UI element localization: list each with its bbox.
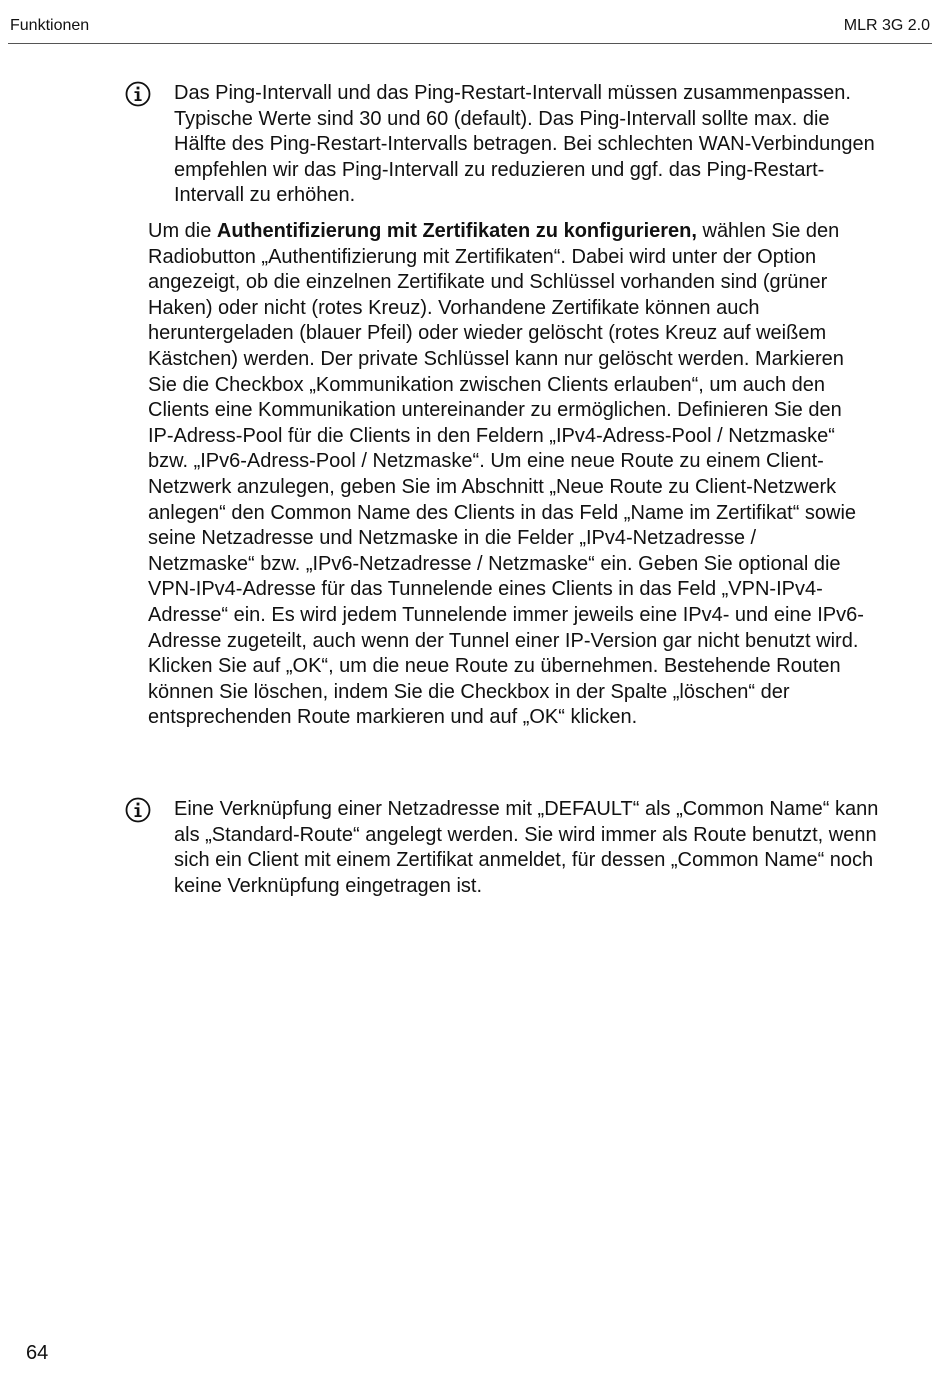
paragraph-emphasis: Authentifizierung mit Zertifikaten zu konfigurieren,: [216, 220, 697, 242]
header-product-name: MLR 3G 2.0: [843, 17, 930, 34]
info-note-text: Eine Verknüpfung einer Netzadresse mit „DEFAULT“ als „Common Name“ kann als „Standard-Route“ angelegt werden. Sie wird immer als Route benutzt, wenn sich ein Client mit einem Zertifikat anmeldet, für dessen „Common Name“ noch keine Verknüpfung eingetragen ist.: [174, 798, 879, 897]
info-note-text: Das Ping-Intervall und das Ping-Restart-Intervall müssen zusammenpassen. Typische Werte sind 30 und 60 (default). Das Ping-Intervall sollte max. die Hälfte des Ping-Restart-Intervalls betragen. Bei schlechten WAN-Verbindungen empfehlen wir das Ping-Intervall zu reduzieren und ggf. das Ping-Restart-Intervall zu erhöhen.: [174, 82, 875, 207]
paragraph-intro: Um die: [148, 220, 217, 242]
info-icon: [125, 81, 151, 107]
page-header: [8, 10, 932, 44]
page-number: 64: [26, 1342, 49, 1364]
header-section-title: Funktionen: [10, 17, 90, 34]
paragraph-body: wählen Sie den Radiobutton „Authentifizierung mit Zertifikaten“. Dabei wird unter der Option angezeigt, ob die einzelnen Zertifikate und Schlüssel vorhanden sind (grüner Haken) oder nicht (rotes Kreuz). Vorhandene Zertifikate können auch heruntergeladen (blauer Pfeil) oder wieder gelöscht (rotes Kreuz auf weißem Kästchen) werden. Der private Schlüssel kann nur gelöscht werden. Markieren Sie die Checkbox „Kommunikation zwischen Clients erlauben“, um auch den Clients eine Kommunikation untereinander zu ermöglichen. Definieren Sie den IP-Adress-Pool für die Clients in den Feldern „IPv4-Adress-Pool / Netzmaske“ bzw. „IPv6-Adress-Pool / Netzmaske“. Um eine neue Route zu einem Client-Netzwerk anzulegen, geben Sie im Abschnitt „Neue Route zu Client-Netzwerk anlegen“ den Common Name des Clients in das Feld „Name im Zertifikat“ sowie seine Netzadresse und Netzmaske in die Felder „IPv4-Netzadresse / Netzmaske“ bzw. „IPv6-Netzadresse / Netzmaske“ ein. Geben Sie optional die VPN-IPv4-Adresse für das Tunnelende eines Clients in das Feld „VPN-IPv4-Adresse“ ein. Es wird jedem Tunnelende immer jeweils eine IPv4- und eine IPv6-Adresse zugeteilt, auch wenn der Tunnel einer IP-Version gar nicht benutzt wird. Klicken Sie auf „OK“, um die neue Route zu übernehmen. Bestehende Routen können Sie löschen, indem Sie die Checkbox in der Spalte „löschen“ der entsprechenden Route markieren und auf „OK“ klicken.: [148, 220, 864, 729]
certificate-auth-paragraph: [148, 219, 868, 731]
info-icon: [125, 797, 151, 823]
